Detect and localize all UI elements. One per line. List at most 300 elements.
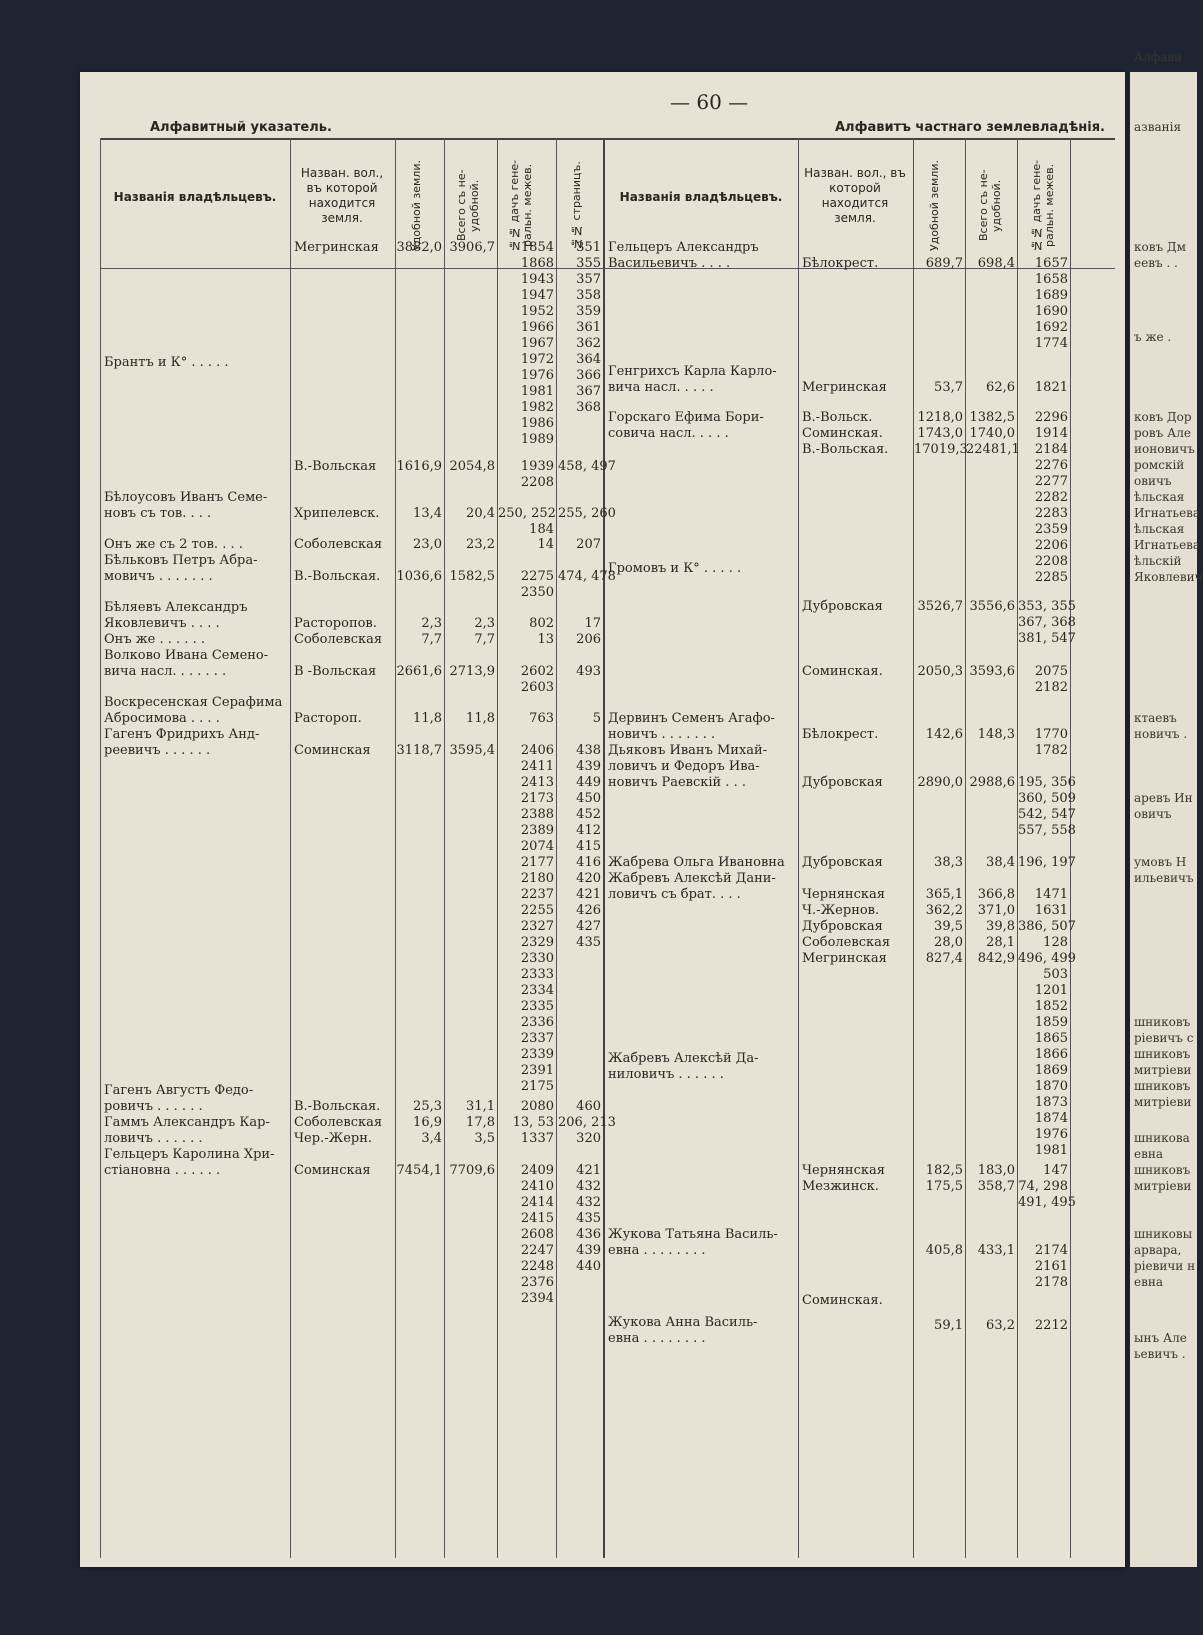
- dacha-number: 1981: [520, 384, 554, 399]
- edge-text-fragment: ынъ Але: [1134, 1331, 1187, 1345]
- page-ref: 361: [576, 320, 601, 335]
- owner-name-right: евна . . . . . . . .: [608, 1331, 706, 1346]
- dacha-number-right: 360, 509: [1018, 791, 1076, 806]
- usable-land-right: 365,1: [925, 887, 963, 902]
- total-land-right: 3593,6: [969, 664, 1015, 679]
- dacha-number-right: 1782: [1034, 743, 1068, 758]
- volost-name: Соминская: [294, 1163, 371, 1178]
- owner-name: Гагенъ Фридрихъ Анд-: [104, 727, 260, 742]
- edge-text-fragment: Яковлевич: [1134, 570, 1203, 584]
- document-page: [80, 72, 1125, 1567]
- column-divider: [556, 138, 557, 1558]
- usable-land: 1036,6: [396, 569, 442, 584]
- edge-text-fragment: умовъ Н: [1134, 855, 1187, 869]
- dacha-number: 2409: [520, 1163, 554, 1178]
- owner-name-right: Дьяковъ Иванъ Михай-: [608, 743, 768, 758]
- dacha-number: 2330: [520, 951, 554, 966]
- dacha-number-right: 1692: [1034, 320, 1068, 335]
- owner-name: Абросимова . . . .: [104, 711, 220, 726]
- volost-name: Соболевская: [294, 632, 383, 647]
- col-header-pages: №№ страницъ.: [570, 161, 583, 250]
- owner-name-right: Горскаго Ефима Бори-: [608, 410, 764, 425]
- page-ref: 355: [576, 256, 601, 271]
- page-ref: 412: [576, 823, 601, 838]
- dacha-number: 802: [529, 616, 554, 631]
- owner-name-right: вича насл. . . . .: [608, 380, 714, 395]
- dacha-number: 1966: [520, 320, 554, 335]
- edge-text-fragment: ѣльская: [1134, 490, 1185, 504]
- edge-text-fragment: арвара,: [1134, 1243, 1182, 1257]
- owner-name: Бѣляевъ Александръ: [104, 600, 248, 615]
- dacha-number-right: 74, 298: [1018, 1179, 1068, 1194]
- dacha-number: 2339: [520, 1047, 554, 1062]
- owner-name: ловичъ . . . . . .: [104, 1131, 203, 1146]
- edge-text-fragment: азванія: [1134, 120, 1182, 134]
- edge-text-fragment: ионовичъ: [1134, 442, 1195, 456]
- dacha-number-right: 2277: [1034, 474, 1068, 489]
- edge-text-fragment: шниковы: [1134, 1227, 1193, 1241]
- dacha-number-right: 2282: [1034, 490, 1068, 505]
- page-ref: 206, 213: [558, 1115, 616, 1130]
- page-ref: 255, 260: [558, 506, 616, 521]
- dacha-number-right: 195, 356: [1018, 775, 1076, 790]
- page-ref: 474, 478: [558, 569, 616, 584]
- page-ref: 368: [576, 400, 601, 415]
- usable-land-right: 182,5: [925, 1163, 963, 1178]
- edge-text-fragment: овичъ: [1134, 807, 1172, 821]
- total-land-right: 2988,6: [969, 775, 1015, 790]
- owner-name: Онъ же съ 2 тов. . . .: [104, 537, 243, 552]
- dacha-number-right: 386, 507: [1018, 919, 1076, 934]
- dacha-number-right: 542, 547: [1018, 807, 1076, 822]
- dacha-number: 1982: [520, 400, 554, 415]
- dacha-number: 2410: [520, 1179, 554, 1194]
- owner-name-right: ловичъ съ брат. . . .: [608, 887, 741, 902]
- dacha-number-right: 1689: [1034, 288, 1068, 303]
- page-ref: 432: [576, 1195, 601, 1210]
- owner-name: стіановна . . . . . .: [104, 1163, 221, 1178]
- page-ref: 436: [576, 1227, 601, 1242]
- dacha-number: 2603: [520, 680, 554, 695]
- edge-text-fragment: ъ же .: [1134, 330, 1172, 344]
- dacha-number-right: 1774: [1034, 336, 1068, 351]
- dacha-number: 2180: [520, 871, 554, 886]
- total-land: 31,1: [466, 1099, 495, 1114]
- column-divider: [603, 138, 605, 1558]
- header-right: Алфавитъ частнаго землевладѣнія.: [834, 120, 1105, 135]
- usable-land: 7,7: [421, 632, 442, 647]
- dacha-number-right: 196, 197: [1018, 855, 1076, 870]
- volost-name: Чер.-Жерн.: [294, 1131, 373, 1146]
- page-ref: 439: [576, 1243, 601, 1258]
- total-land: 2054,8: [449, 459, 495, 474]
- usable-land: 7454,1: [396, 1163, 442, 1178]
- usable-land-right: 362,2: [925, 903, 963, 918]
- dacha-number: 2237: [520, 887, 554, 902]
- usable-land-right: 59,1: [934, 1318, 963, 1333]
- total-land: 20,4: [466, 506, 495, 521]
- dacha-number-right: 496, 499: [1018, 951, 1076, 966]
- usable-land: 2661,6: [396, 664, 442, 679]
- dacha-number-right: 1874: [1034, 1111, 1068, 1126]
- col-header-dachi-right: №№ дачъ гене-ральн. межев.: [1030, 159, 1056, 252]
- owner-name-right: Васильевичъ . . . .: [608, 256, 731, 271]
- page-ref: 364: [576, 352, 601, 367]
- usable-land-right: 2890,0: [917, 775, 963, 790]
- dacha-number-right: 2296: [1034, 410, 1068, 425]
- dacha-number: 1976: [520, 368, 554, 383]
- total-land-right: 183,0: [977, 1163, 1015, 1178]
- owner-name: Гельцеръ Каролина Хри-: [104, 1147, 275, 1162]
- page-ref: 493: [576, 664, 601, 679]
- dacha-number: 1972: [520, 352, 554, 367]
- dacha-number-right: 2178: [1034, 1275, 1068, 1290]
- owner-name-right: евна . . . . . . . .: [608, 1243, 706, 1258]
- usable-land: 3,4: [421, 1131, 442, 1146]
- usable-land: 2,3: [421, 616, 442, 631]
- owner-name: реевичъ . . . . . .: [104, 743, 211, 758]
- dacha-number-right: 2161: [1034, 1259, 1068, 1274]
- usable-land-right: 53,7: [934, 380, 963, 395]
- dacha-number: 2394: [520, 1291, 554, 1306]
- owner-name-right: Жукова Анна Василь-: [608, 1315, 758, 1330]
- dacha-number: 2327: [520, 919, 554, 934]
- dacha-number: 1854: [520, 240, 554, 255]
- dacha-number: 2376: [520, 1275, 554, 1290]
- usable-land: 25,3: [413, 1099, 442, 1114]
- owner-name-right: Жукова Татьяна Василь-: [608, 1227, 778, 1242]
- volost-name: В -Вольская: [294, 664, 377, 679]
- col-header-owners: Названія владѣльцевъ.: [113, 190, 277, 204]
- page-ref: 415: [576, 839, 601, 854]
- volost-name-right: Дубровская: [802, 599, 883, 614]
- dacha-number: 2333: [520, 967, 554, 982]
- dacha-number-right: 2276: [1034, 458, 1068, 473]
- dacha-number-right: 1770: [1034, 727, 1068, 742]
- volost-name-right: Бѣлокрест.: [802, 256, 879, 271]
- page-ref: 449: [576, 775, 601, 790]
- volost-name-right: Соминская.: [802, 664, 883, 679]
- total-land: 17,8: [466, 1115, 495, 1130]
- edge-text-fragment: ктаевъ: [1134, 711, 1177, 725]
- col-header-total-right: Всего съ не-удобной.: [977, 169, 1003, 242]
- usable-land-right: 1218,0: [917, 410, 963, 425]
- dacha-number: 2388: [520, 807, 554, 822]
- edge-text-fragment: ромскій: [1134, 458, 1185, 472]
- dacha-number: 763: [529, 711, 554, 726]
- dacha-number-right: 1471: [1034, 887, 1068, 902]
- dacha-number: 2334: [520, 983, 554, 998]
- dacha-number-right: 128: [1043, 935, 1068, 950]
- dacha-number: 1967: [520, 336, 554, 351]
- dacha-number: 1868: [520, 256, 554, 271]
- edge-text-fragment: ильевичъ: [1134, 871, 1194, 885]
- total-land-right: 22481,1: [966, 442, 1020, 457]
- total-land: 3,5: [474, 1131, 495, 1146]
- usable-land-right: 1743,0: [917, 426, 963, 441]
- dacha-number: 1939: [520, 459, 554, 474]
- page-ref: 362: [576, 336, 601, 351]
- edge-text-fragment: шниковъ: [1134, 1015, 1191, 1029]
- col-header-volost: Назван. вол., въ которой находится земля.: [300, 166, 384, 225]
- column-divider: [913, 138, 914, 1558]
- volost-name-right: Ч.-Жернов.: [802, 903, 880, 918]
- usable-land-right: 3526,7: [917, 599, 963, 614]
- dacha-number-right: 503: [1043, 967, 1068, 982]
- dacha-number: 2175: [520, 1079, 554, 1094]
- total-land-right: 28,1: [986, 935, 1015, 950]
- edge-text-fragment: ѣльскій: [1134, 554, 1182, 568]
- total-land: 1582,5: [449, 569, 495, 584]
- dacha-number-right: 1873: [1034, 1095, 1068, 1110]
- page-ref: 416: [576, 855, 601, 870]
- edge-text-fragment: ковъ Дор: [1134, 410, 1192, 424]
- dacha-number: 250, 252: [498, 506, 556, 521]
- edge-text-fragment: ѣльская: [1134, 522, 1185, 536]
- dacha-number: 14: [537, 537, 554, 552]
- edge-text-fragment: ріевичъ с: [1134, 1031, 1194, 1045]
- dacha-number-right: 2285: [1034, 570, 1068, 585]
- dacha-number: 2413: [520, 775, 554, 790]
- usable-land-right: 28,0: [934, 935, 963, 950]
- col-header-usable-right: Удобной земли.: [928, 160, 941, 251]
- dacha-number-right: 1201: [1034, 983, 1068, 998]
- usable-land-right: 17019,3: [914, 442, 968, 457]
- dacha-number: 1989: [520, 432, 554, 447]
- edge-text-fragment: шниковъ: [1134, 1079, 1191, 1093]
- page-ref: 5: [592, 711, 601, 726]
- top-rule: [100, 138, 1115, 140]
- edge-text-fragment: новичъ .: [1134, 727, 1188, 741]
- volost-name: Хрипелевск.: [294, 506, 380, 521]
- usable-land-right: 39,5: [934, 919, 963, 934]
- owner-name-right: Жабрева Ольга Ивановна: [608, 855, 785, 870]
- edge-text-fragment: Игнатьева: [1134, 506, 1201, 520]
- volost-name: Расторопов.: [294, 616, 377, 631]
- owner-name: новъ съ тов. . . .: [104, 506, 212, 521]
- dacha-number: 1947: [520, 288, 554, 303]
- page-ref: 421: [576, 887, 601, 902]
- col-header-usable: Удобной земли.: [410, 160, 423, 251]
- dacha-number: 2414: [520, 1195, 554, 1210]
- column-divider: [395, 138, 396, 1558]
- dacha-number-right: 2283: [1034, 506, 1068, 521]
- dacha-number: 2406: [520, 743, 554, 758]
- total-land-right: 62,6: [986, 380, 1015, 395]
- owner-name-right: ниловичъ . . . . . .: [608, 1067, 724, 1082]
- volost-name: В.-Вольская.: [294, 569, 381, 584]
- dacha-number-right: 381, 547: [1018, 631, 1076, 646]
- volost-name: Соболевская: [294, 537, 383, 552]
- volost-name-right: В.-Вольская.: [802, 442, 889, 457]
- page-ref: 427: [576, 919, 601, 934]
- total-land: 2713,9: [449, 664, 495, 679]
- page-ref: 17: [584, 616, 601, 631]
- page-ref: 438: [576, 743, 601, 758]
- dacha-number-right: 1869: [1034, 1063, 1068, 1078]
- usable-land-right: 38,3: [934, 855, 963, 870]
- page-ref: 452: [576, 807, 601, 822]
- dacha-number: 1943: [520, 272, 554, 287]
- dacha-number: 2177: [520, 855, 554, 870]
- page-ref: 206: [576, 632, 601, 647]
- total-land: 7709,6: [449, 1163, 495, 1178]
- page-ref: 440: [576, 1259, 601, 1274]
- usable-land-right: 175,5: [925, 1179, 963, 1194]
- total-land-right: 371,0: [977, 903, 1015, 918]
- dacha-number: 2247: [520, 1243, 554, 1258]
- usable-land: 13,4: [413, 506, 442, 521]
- dacha-number: 184: [529, 522, 554, 537]
- usable-land: 3118,7: [396, 743, 442, 758]
- dacha-number-right: 2174: [1034, 1243, 1068, 1258]
- volost-name: В.-Вольская.: [294, 1099, 381, 1114]
- total-land-right: 38,4: [986, 855, 1015, 870]
- dacha-number-right: 1821: [1034, 380, 1068, 395]
- edge-text-fragment: шникова: [1134, 1131, 1190, 1145]
- dacha-number-right: 1852: [1034, 999, 1068, 1014]
- column-divider: [100, 138, 101, 1558]
- column-divider: [965, 138, 966, 1558]
- owner-name-right: новичъ Раевскій . . .: [608, 775, 747, 790]
- total-land: 23,2: [466, 537, 495, 552]
- volost-name-right: Чернянская: [802, 1163, 885, 1178]
- column-divider: [290, 138, 291, 1558]
- dacha-number-right: 1658: [1034, 272, 1068, 287]
- total-land-right: 358,7: [977, 1179, 1015, 1194]
- column-divider: [444, 138, 445, 1558]
- owner-name-right: Жабревъ Алексѣй Да-: [608, 1051, 759, 1066]
- usable-land-right: 2050,3: [917, 664, 963, 679]
- dacha-number-right: 367, 368: [1018, 615, 1076, 630]
- edge-text-fragment: ровъ Але: [1134, 426, 1191, 440]
- page-ref: 358: [576, 288, 601, 303]
- total-land-right: 63,2: [986, 1318, 1015, 1333]
- page-ref: 351: [576, 240, 601, 255]
- dacha-number: 13, 53: [512, 1115, 554, 1130]
- dacha-number-right: 2206: [1034, 538, 1068, 553]
- col-header-dachi: №№ дачъ гене-ральн. межев.: [508, 159, 534, 252]
- dacha-number-right: 353, 355: [1018, 599, 1076, 614]
- owner-name: Воскресенская Серафима: [104, 695, 283, 710]
- page-ref: 435: [576, 1211, 601, 1226]
- owner-name-right: Дервинъ Семенъ Агафо-: [608, 711, 775, 726]
- dacha-number: 2389: [520, 823, 554, 838]
- total-land-right: 842,9: [977, 951, 1015, 966]
- page-ref: 458, 497: [558, 459, 616, 474]
- volost-name-right: Дубровская: [802, 855, 883, 870]
- volost-name-right: Мегринская: [802, 951, 887, 966]
- edge-text-fragment: ковъ Дм: [1134, 240, 1187, 254]
- edge-text-fragment: митріеви: [1134, 1095, 1192, 1109]
- dacha-number-right: 491, 495: [1018, 1195, 1076, 1210]
- dacha-number-right: 1865: [1034, 1031, 1068, 1046]
- header-left: Алфавитный указатель.: [150, 120, 332, 135]
- owner-name-right: Жабревъ Алексѣй Дани-: [608, 871, 776, 886]
- total-land-right: 433,1: [977, 1243, 1015, 1258]
- edge-text-fragment: ьевичъ .: [1134, 1347, 1186, 1361]
- total-land: 7,7: [474, 632, 495, 647]
- dacha-number-right: 2208: [1034, 554, 1068, 569]
- volost-name: Растороп.: [294, 711, 362, 726]
- page-ref: 420: [576, 871, 601, 886]
- owner-name: Волково Ивана Семено-: [104, 648, 269, 663]
- edge-text-fragment: шниковъ: [1134, 1047, 1191, 1061]
- col-header-total: Всего съ не-удобной.: [455, 169, 481, 242]
- usable-land-right: 405,8: [925, 1243, 963, 1258]
- dacha-number: 2335: [520, 999, 554, 1014]
- usable-land: 16,9: [413, 1115, 442, 1130]
- page-ref: 435: [576, 935, 601, 950]
- total-land-right: 1382,5: [969, 410, 1015, 425]
- volost-name-right: Мезжинск.: [802, 1179, 879, 1194]
- dacha-number-right: 1631: [1034, 903, 1068, 918]
- col-header-owners-right: Названія владѣльцевъ.: [619, 190, 783, 204]
- owner-name: вича насл. . . . . . .: [104, 664, 227, 679]
- usable-land-right: 827,4: [925, 951, 963, 966]
- total-land: 11,8: [466, 711, 495, 726]
- owner-name: Гаммъ Александръ Кар-: [104, 1115, 270, 1130]
- dacha-number-right: 2182: [1034, 680, 1068, 695]
- edge-text-fragment: еевъ . .: [1134, 256, 1178, 270]
- volost-name: Соминская: [294, 743, 371, 758]
- dacha-number: 2415: [520, 1211, 554, 1226]
- total-land: 2,3: [474, 616, 495, 631]
- dacha-number: 2336: [520, 1015, 554, 1030]
- dacha-number-right: 2184: [1034, 442, 1068, 457]
- dacha-number: 2602: [520, 664, 554, 679]
- dacha-number-right: 2212: [1034, 1318, 1068, 1333]
- volost-name-right: Соминская.: [802, 1293, 883, 1308]
- dacha-number: 2248: [520, 1259, 554, 1274]
- owner-name: Яковлевичъ . . . .: [104, 616, 220, 631]
- dacha-number: 2391: [520, 1063, 554, 1078]
- page-ref: 432: [576, 1179, 601, 1194]
- page-ref: 439: [576, 759, 601, 774]
- dacha-number-right: 1657: [1034, 256, 1068, 271]
- dacha-number-right: 1914: [1034, 426, 1068, 441]
- page-ref: 359: [576, 304, 601, 319]
- dacha-number: 2255: [520, 903, 554, 918]
- total-land-right: 366,8: [977, 887, 1015, 902]
- adjacent-page-edge: [1130, 50, 1203, 1567]
- page-ref: 357: [576, 272, 601, 287]
- owner-name: Онъ же . . . . . .: [104, 632, 205, 647]
- edge-text-fragment: овичъ: [1134, 474, 1172, 488]
- edge-text-fragment: ріевичи н: [1134, 1259, 1196, 1273]
- total-land: 3906,7: [449, 240, 495, 255]
- dacha-number: 1986: [520, 416, 554, 431]
- usable-land: 23,0: [413, 537, 442, 552]
- page-ref: 426: [576, 903, 601, 918]
- owner-name: мовичъ . . . . . . .: [104, 569, 213, 584]
- total-land-right: 39,8: [986, 919, 1015, 934]
- volost-name-right: Соболевская: [802, 935, 891, 950]
- page-ref: 207: [576, 537, 601, 552]
- owner-name-right: новичъ . . . . . . .: [608, 727, 716, 742]
- owner-name-right: совича насл. . . . .: [608, 426, 729, 441]
- col-header-volost-right: Назван. вол., въ которой находится земля.: [804, 166, 906, 225]
- dacha-number-right: 1976: [1034, 1127, 1068, 1142]
- edge-text-fragment: евна: [1134, 1275, 1164, 1289]
- dacha-number: 1337: [520, 1131, 554, 1146]
- dacha-number-right: 1870: [1034, 1079, 1068, 1094]
- dacha-number: 2411: [520, 759, 554, 774]
- owner-name: Бѣльковъ Петръ Абра-: [104, 553, 258, 568]
- volost-name: В.-Вольская: [294, 459, 377, 474]
- edge-text-fragment: Игнатьева: [1134, 538, 1201, 552]
- dacha-number: 2208: [520, 475, 554, 490]
